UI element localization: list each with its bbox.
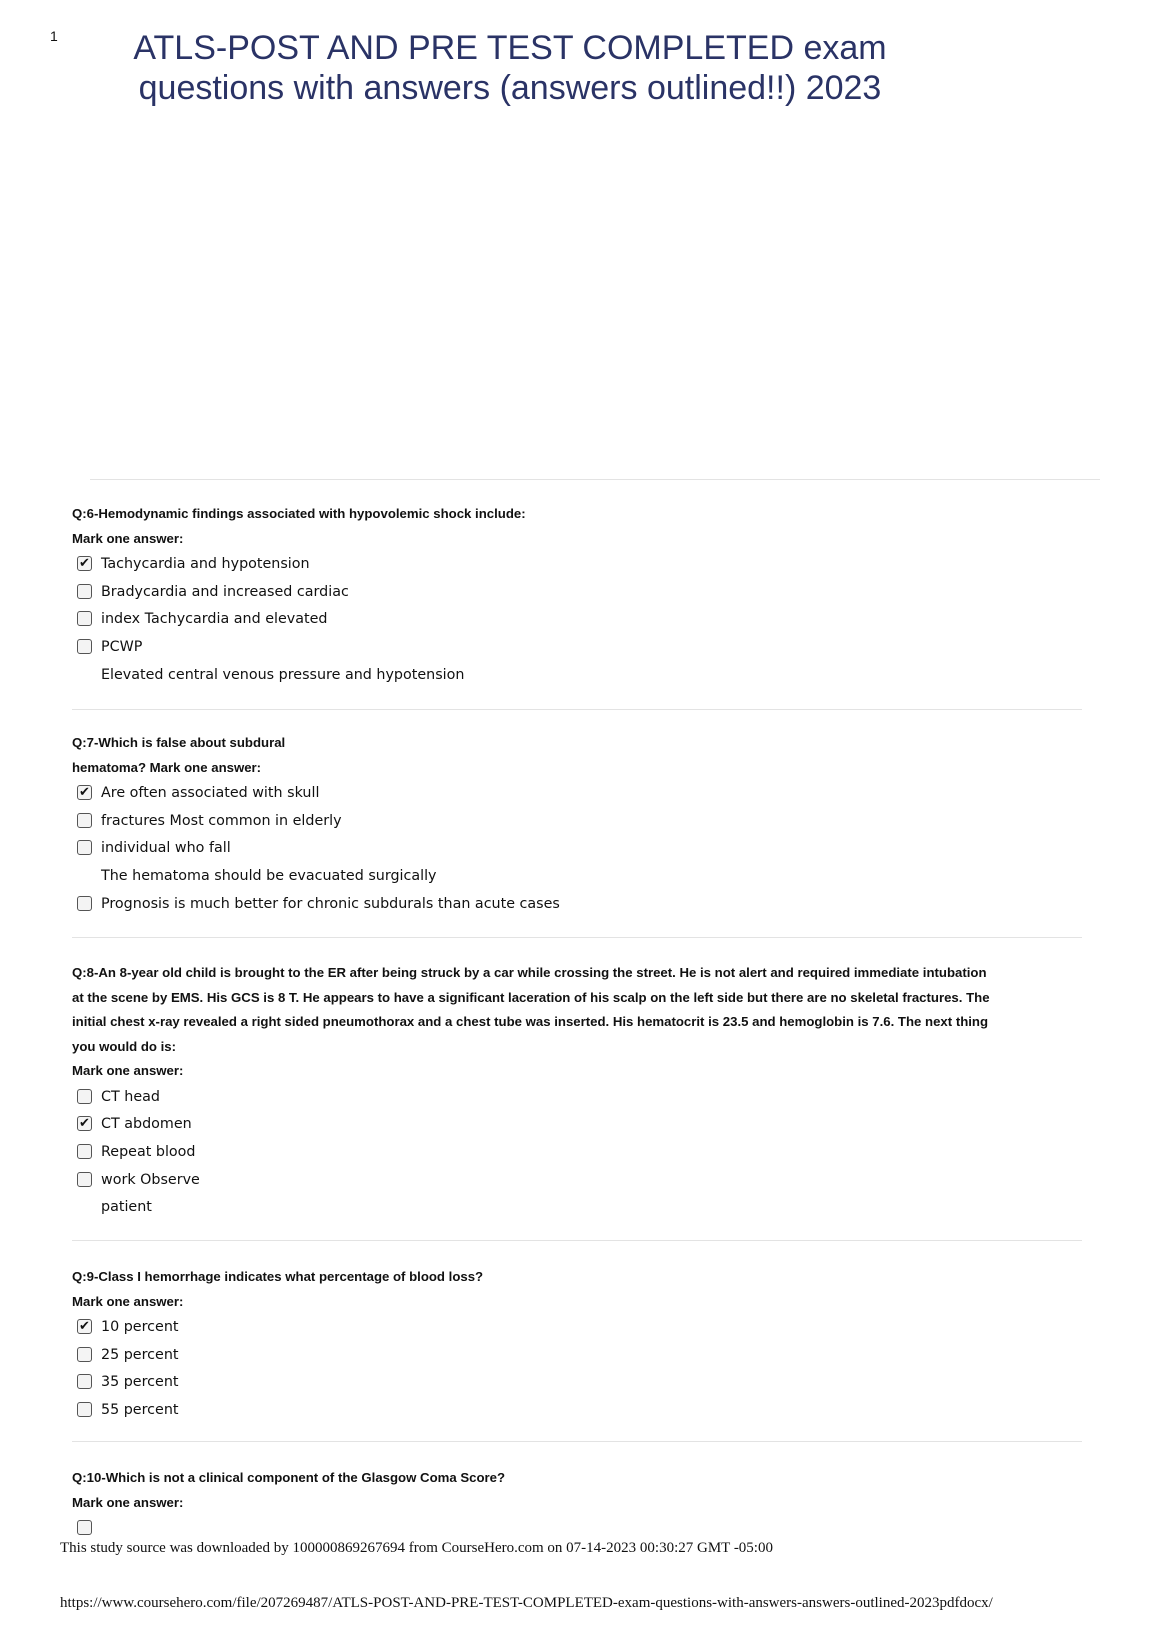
checkbox[interactable] xyxy=(77,584,92,599)
answer-option[interactable] xyxy=(72,551,1082,579)
question-text xyxy=(72,1466,1082,1515)
answer-option[interactable] xyxy=(72,1515,1082,1543)
answer-option[interactable] xyxy=(72,808,1082,836)
checkbox[interactable] xyxy=(77,611,92,626)
question-line: Mark one answer: xyxy=(72,1293,184,1309)
question-text xyxy=(72,1265,1082,1314)
answer-option[interactable] xyxy=(72,1167,1082,1195)
checkbox-checked[interactable] xyxy=(77,556,92,571)
checkbox[interactable] xyxy=(77,1089,92,1104)
answer-option[interactable] xyxy=(72,1397,1082,1425)
answer-option[interactable] xyxy=(72,1111,1082,1139)
answer-text: Tachycardia and hypotension xyxy=(101,556,310,572)
answer-text: work Observe xyxy=(101,1171,200,1188)
answer-option[interactable] xyxy=(72,606,1082,634)
divider xyxy=(72,1441,1082,1442)
answer-text: PCWP xyxy=(101,639,143,656)
checkbox[interactable] xyxy=(77,813,92,828)
answer-text: Prognosis is much better for chronic subdurals than acute cases xyxy=(101,895,560,912)
checkbox-checked[interactable] xyxy=(77,785,92,800)
question-text xyxy=(72,961,1082,1084)
question-line: initial chest x-ray revealed a right sided pneumothorax and a chest tube was inserted. His hematocrit is 23.5 and hemoglobin is 7.6. The next thing xyxy=(72,1014,989,1029)
answer-text: 55 percent xyxy=(101,1402,179,1419)
question-block xyxy=(72,961,1082,1222)
question-text xyxy=(72,731,1082,780)
answer-option[interactable] xyxy=(72,780,1082,808)
divider xyxy=(72,1240,1082,1241)
checkbox-checked[interactable] xyxy=(77,1116,92,1131)
answer-option[interactable] xyxy=(72,1314,1082,1342)
question-line: Mark one answer: xyxy=(72,1063,184,1078)
divider xyxy=(72,709,1082,710)
checkbox[interactable] xyxy=(77,840,92,855)
answer-text: individual who fall xyxy=(101,840,231,857)
answer-text: CT abdomen xyxy=(101,1116,192,1133)
checkbox[interactable] xyxy=(77,896,92,911)
checkbox[interactable] xyxy=(77,1144,92,1159)
answer-text: Elevated central venous pressure and hypotension xyxy=(101,666,465,683)
answer-option[interactable] xyxy=(72,835,1082,863)
divider xyxy=(90,479,1100,480)
answer-option[interactable] xyxy=(72,1369,1082,1397)
question-line: at the scene by EMS. His GCS is 8 T. He appears to have a significant laceration of his scalp on the left side but there are no skeletal fractures. The xyxy=(72,989,990,1005)
answer-option xyxy=(72,863,1082,891)
answer-text: 25 percent xyxy=(101,1346,179,1363)
answer-text: Bradycardia and increased cardiac xyxy=(101,583,349,600)
question-line: Q:6-Hemodynamic findings associated with hypovolemic shock include: xyxy=(72,506,526,521)
checkbox[interactable] xyxy=(77,1402,92,1417)
question-line: Q:10-Which is not a clinical component of the Glasgow Coma Score? xyxy=(72,1470,506,1485)
question-line: Q:9-Class I hemorrhage indicates what percentage of blood loss? xyxy=(72,1269,484,1284)
answer-option[interactable] xyxy=(72,1084,1082,1112)
question-line: you would do is: xyxy=(72,1038,177,1054)
checkbox[interactable] xyxy=(77,1347,92,1362)
checkbox[interactable] xyxy=(77,1520,92,1535)
divider xyxy=(72,937,1082,938)
source-url[interactable]: https://www.coursehero.com/file/207269487/ATLS-POST-AND-PRE-TEST-COMPLETED-exam-questions-with-answers-answers-outlined-2023pdfdocx/ xyxy=(60,1595,993,1611)
answer-text: patient xyxy=(101,1199,152,1216)
answer-text: Repeat blood xyxy=(101,1143,196,1160)
answer-option[interactable] xyxy=(72,634,1082,662)
answer-text: fractures Most common in elderly xyxy=(101,812,342,829)
answer-text: 35 percent xyxy=(101,1374,179,1391)
question-block xyxy=(72,502,1082,689)
answer-text: 10 percent xyxy=(101,1319,179,1335)
document-title xyxy=(110,28,910,108)
question-text xyxy=(72,502,1082,551)
title-line-1: ATLS-POST AND PRE TEST COMPLETED exam xyxy=(133,29,887,67)
answer-option xyxy=(72,1194,1082,1222)
answer-option xyxy=(72,662,1082,690)
answer-text: index Tachycardia and elevated xyxy=(101,611,328,628)
answer-text: CT head xyxy=(101,1088,160,1105)
question-block xyxy=(72,1466,1082,1543)
question-line: Mark one answer: xyxy=(72,1494,184,1510)
checkbox-checked[interactable] xyxy=(77,1319,92,1334)
question-line: Q:8-An 8-year old child is brought to the ER after being struck by a car while crossing the street. He is not alert and required immediate intubation xyxy=(72,965,987,980)
title-line-2: questions with answers (answers outlined!!) 2023 xyxy=(138,69,882,107)
answer-option[interactable] xyxy=(72,579,1082,607)
checkbox[interactable] xyxy=(77,639,92,654)
answer-option[interactable] xyxy=(72,891,1082,919)
answer-text: The hematoma should be evacuated surgically xyxy=(101,868,437,885)
checkbox[interactable] xyxy=(77,1172,92,1187)
question-line: Mark one answer: xyxy=(72,530,184,546)
checkbox[interactable] xyxy=(77,1374,92,1389)
page-number: 1 xyxy=(50,28,58,44)
question-block xyxy=(72,1265,1082,1425)
answer-option[interactable] xyxy=(72,1139,1082,1167)
question-line: hematoma? Mark one answer: xyxy=(72,759,262,775)
question-block xyxy=(72,731,1082,918)
download-notice: This study source was downloaded by 100000869267694 from CourseHero.com on 07-14-2023 00:30:27 GMT -05:00 xyxy=(60,1540,773,1556)
answer-text: Are often associated with skull xyxy=(101,785,320,801)
answer-option[interactable] xyxy=(72,1342,1082,1370)
question-line: Q:7-Which is false about subdural xyxy=(72,735,286,750)
